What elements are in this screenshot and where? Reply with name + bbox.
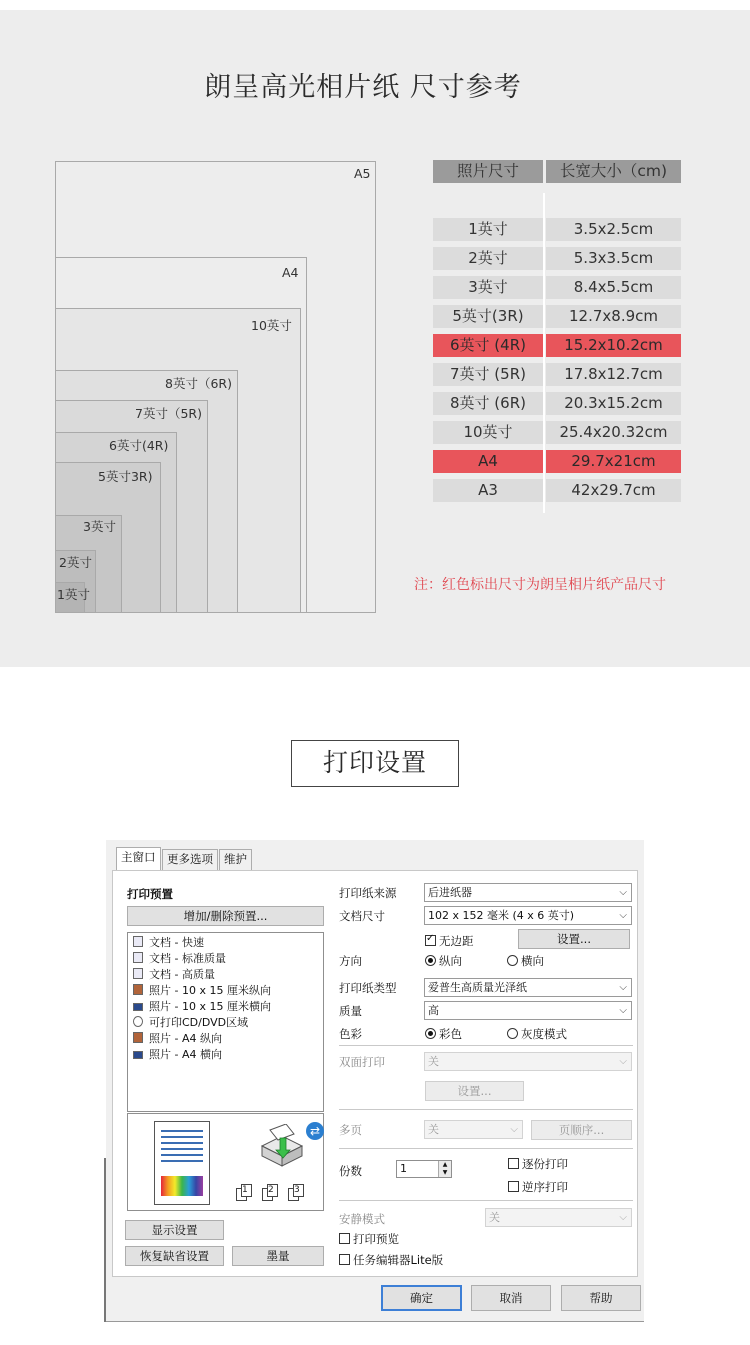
separator xyxy=(339,1200,633,1201)
reverse-order-checkbox[interactable]: 逆序打印 xyxy=(508,1179,568,1195)
list-item[interactable]: 文档 - 标准质量 xyxy=(133,951,226,967)
quality-label: 质量 xyxy=(339,1004,362,1018)
quality-select[interactable]: 高 ⌵ xyxy=(424,1001,632,1020)
table-cell-size: 2英寸 xyxy=(433,247,543,270)
table-cell-size: 8英寸 (6R) xyxy=(433,392,543,415)
print-dialog xyxy=(106,840,644,1322)
dialog-bottom-edge xyxy=(106,1321,644,1322)
label-8in: 8英寸（6R) xyxy=(165,376,232,391)
table-cell-size: A4 xyxy=(433,450,543,473)
page-order-button[interactable]: 页顺序... xyxy=(531,1120,632,1140)
cd-icon xyxy=(133,1016,143,1027)
chevron-down-icon: ⌵ xyxy=(619,1212,627,1223)
text-line xyxy=(161,1142,203,1144)
list-item[interactable]: 照片 - 10 x 15 厘米纵向 xyxy=(133,983,271,999)
print-preview-area xyxy=(127,1113,324,1211)
chevron-down-icon: ⌵ xyxy=(510,1124,518,1135)
table-cell-size: A3 xyxy=(433,479,543,502)
chevron-down-icon: ⌵ xyxy=(619,1056,627,1067)
print-preview-checkbox[interactable]: 打印预览 xyxy=(339,1231,399,1247)
radio-unselected[interactable] xyxy=(507,1028,518,1039)
text-line xyxy=(161,1148,203,1150)
table-cell-dims: 15.2x10.2cm xyxy=(546,334,681,357)
restore-defaults-button[interactable]: 恢复缺省设置 xyxy=(125,1246,224,1266)
presets-label: 打印预置 xyxy=(127,887,173,901)
table-cell-dims: 8.4x5.5cm xyxy=(546,276,681,299)
table-cell-dims: 42x29.7cm xyxy=(546,479,681,502)
tab-main[interactable]: 主窗口 xyxy=(116,847,161,870)
presets-list[interactable] xyxy=(127,932,324,1112)
list-item[interactable]: 照片 - 10 x 15 厘米横向 xyxy=(133,999,271,1015)
duplex-select[interactable]: 关 ⌵ xyxy=(424,1052,632,1071)
page-order-icon-2: 2 xyxy=(262,1184,282,1202)
main-tab-page xyxy=(112,870,638,1277)
separator xyxy=(339,1148,633,1149)
document-icon xyxy=(133,968,143,979)
table-cell-size: 3英寸 xyxy=(433,276,543,299)
chevron-down-icon: ⌵ xyxy=(619,910,627,921)
text-line xyxy=(161,1136,203,1138)
label-3in: 3英寸 xyxy=(83,519,116,534)
printer-icon xyxy=(256,1124,306,1168)
photo-landscape-icon xyxy=(133,1051,143,1059)
help-button[interactable]: 帮助 xyxy=(561,1285,641,1311)
separator xyxy=(339,1109,633,1110)
list-item[interactable]: 可打印CD/DVD区域 xyxy=(133,1015,248,1031)
label-7in: 7英寸（5R) xyxy=(135,406,202,421)
checkbox-unchecked[interactable] xyxy=(339,1254,350,1265)
globe-icon[interactable]: ⇄ xyxy=(306,1122,324,1140)
orientation-label: 方向 xyxy=(339,954,362,968)
document-icon xyxy=(133,952,143,963)
copies-label: 份数 xyxy=(339,1164,362,1178)
text-line xyxy=(161,1154,203,1156)
borderless-settings-button[interactable]: 设置... xyxy=(518,929,630,949)
portrait-radio[interactable]: 纵向 xyxy=(425,953,462,969)
table-cell-dims: 17.8x12.7cm xyxy=(546,363,681,386)
table-header-size: 照片尺寸 xyxy=(433,160,543,183)
checkbox-unchecked[interactable] xyxy=(508,1181,519,1192)
checkbox-checked[interactable] xyxy=(425,935,436,946)
table-cell-dims: 20.3x15.2cm xyxy=(546,392,681,415)
list-item[interactable]: 文档 - 快速 xyxy=(133,935,204,951)
list-item[interactable]: 照片 - A4 纵向 xyxy=(133,1031,222,1047)
multipage-label: 多页 xyxy=(339,1123,362,1137)
table-cell-dims: 12.7x8.9cm xyxy=(546,305,681,328)
ok-button[interactable]: 确定 xyxy=(381,1285,462,1311)
list-item[interactable]: 照片 - A4 横向 xyxy=(133,1047,222,1063)
collate-checkbox[interactable]: 逐份打印 xyxy=(508,1156,568,1172)
document-size-select[interactable]: 102 x 152 毫米 (4 x 6 英寸) ⌵ xyxy=(424,906,632,925)
borderless-checkbox[interactable]: ✓无边距 xyxy=(425,933,474,949)
photo-portrait-icon xyxy=(133,984,143,995)
quiet-mode-label: 安静模式 xyxy=(339,1212,385,1226)
color-radio[interactable]: 彩色 xyxy=(425,1026,462,1042)
label-a4: A4 xyxy=(282,265,299,280)
photo-portrait-icon xyxy=(133,1032,143,1043)
chevron-down-icon: ⌵ xyxy=(619,1005,627,1016)
table-cell-size: 1英寸 xyxy=(433,218,543,241)
table-cell-size: 6英寸 (4R) xyxy=(433,334,543,357)
text-line xyxy=(161,1130,203,1132)
text-line xyxy=(161,1160,203,1162)
table-header-dims: 长宽大小（cm) xyxy=(546,160,681,183)
radio-selected[interactable] xyxy=(425,1028,436,1039)
separator xyxy=(339,1045,633,1046)
table-cell-dims: 5.3x3.5cm xyxy=(546,247,681,270)
paper-type-select[interactable]: 爱普生高质量光泽纸 ⌵ xyxy=(424,978,632,997)
label-1in: 1英寸 xyxy=(57,587,90,602)
label-10in: 10英寸 xyxy=(251,318,292,333)
paper-source-label: 打印纸来源 xyxy=(339,886,397,900)
chevron-down-icon: ⌵ xyxy=(619,982,627,993)
list-item[interactable]: 文档 - 高质量 xyxy=(133,967,215,983)
show-settings-button[interactable]: 显示设置 xyxy=(125,1220,224,1240)
label-a5: A5 xyxy=(354,166,371,181)
job-arranger-checkbox[interactable]: 任务编辑器Lite版 xyxy=(339,1252,443,1268)
table-cell-size: 5英寸(3R) xyxy=(433,305,543,328)
paper-source-select[interactable]: 后进纸器 ⌵ xyxy=(424,883,632,902)
table-cell-dims: 29.7x21cm xyxy=(546,450,681,473)
print-settings-title: 打印设置 xyxy=(291,740,459,787)
cancel-button[interactable]: 取消 xyxy=(471,1285,551,1311)
add-remove-presets-button[interactable]: 增加/删除预置... xyxy=(127,906,324,926)
tab-more-options[interactable]: 更多选项 xyxy=(162,849,218,870)
checkbox-unchecked[interactable] xyxy=(339,1233,350,1244)
label-6in: 6英寸(4R) xyxy=(109,438,169,453)
radio-selected[interactable] xyxy=(425,955,436,966)
table-cell-dims: 25.4x20.32cm xyxy=(546,421,681,444)
table-cell-size: 10英寸 xyxy=(433,421,543,444)
label-5in: 5英寸3R) xyxy=(98,469,153,484)
table-divider xyxy=(543,193,545,513)
duplex-settings-button[interactable]: 设置... xyxy=(425,1081,524,1101)
landscape-radio[interactable]: 横向 xyxy=(507,953,544,969)
document-icon xyxy=(133,936,143,947)
chevron-down-icon: ⌵ xyxy=(619,887,627,898)
paper-preview xyxy=(154,1121,210,1205)
photo-landscape-icon xyxy=(133,1003,143,1011)
copies-spinner[interactable]: 1 ▲ ▼ xyxy=(396,1160,452,1178)
reference-title: 朗呈高光相片纸 尺寸参考 xyxy=(204,72,522,103)
paper-type-label: 打印纸类型 xyxy=(339,981,397,995)
grayscale-radio[interactable]: 灰度模式 xyxy=(507,1026,567,1042)
ink-levels-button[interactable]: 墨量 xyxy=(232,1246,324,1266)
size-reference-panel xyxy=(0,10,750,667)
table-cell-size: 7英寸 (5R) xyxy=(433,363,543,386)
quiet-mode-select[interactable]: 关 ⌵ xyxy=(485,1208,632,1227)
page-order-icon-3: 3 xyxy=(288,1184,308,1202)
tab-maintenance[interactable]: 维护 xyxy=(219,849,252,870)
red-note: 注：红色标出尺寸为朗呈相片纸产品尺寸 xyxy=(414,577,666,593)
document-size-label: 文档尺寸 xyxy=(339,909,385,923)
color-label: 色彩 xyxy=(339,1027,362,1041)
color-sample xyxy=(161,1176,203,1196)
multipage-select[interactable]: 关 ⌵ xyxy=(424,1120,523,1139)
duplex-label: 双面打印 xyxy=(339,1055,385,1069)
radio-unselected[interactable] xyxy=(507,955,518,966)
checkbox-unchecked[interactable] xyxy=(508,1158,519,1169)
page-order-icon-1: 1 xyxy=(236,1184,256,1202)
table-cell-dims: 3.5x2.5cm xyxy=(546,218,681,241)
label-2in: 2英寸 xyxy=(59,555,92,570)
spinner-arrows-icon[interactable]: ▲ ▼ xyxy=(438,1161,451,1177)
